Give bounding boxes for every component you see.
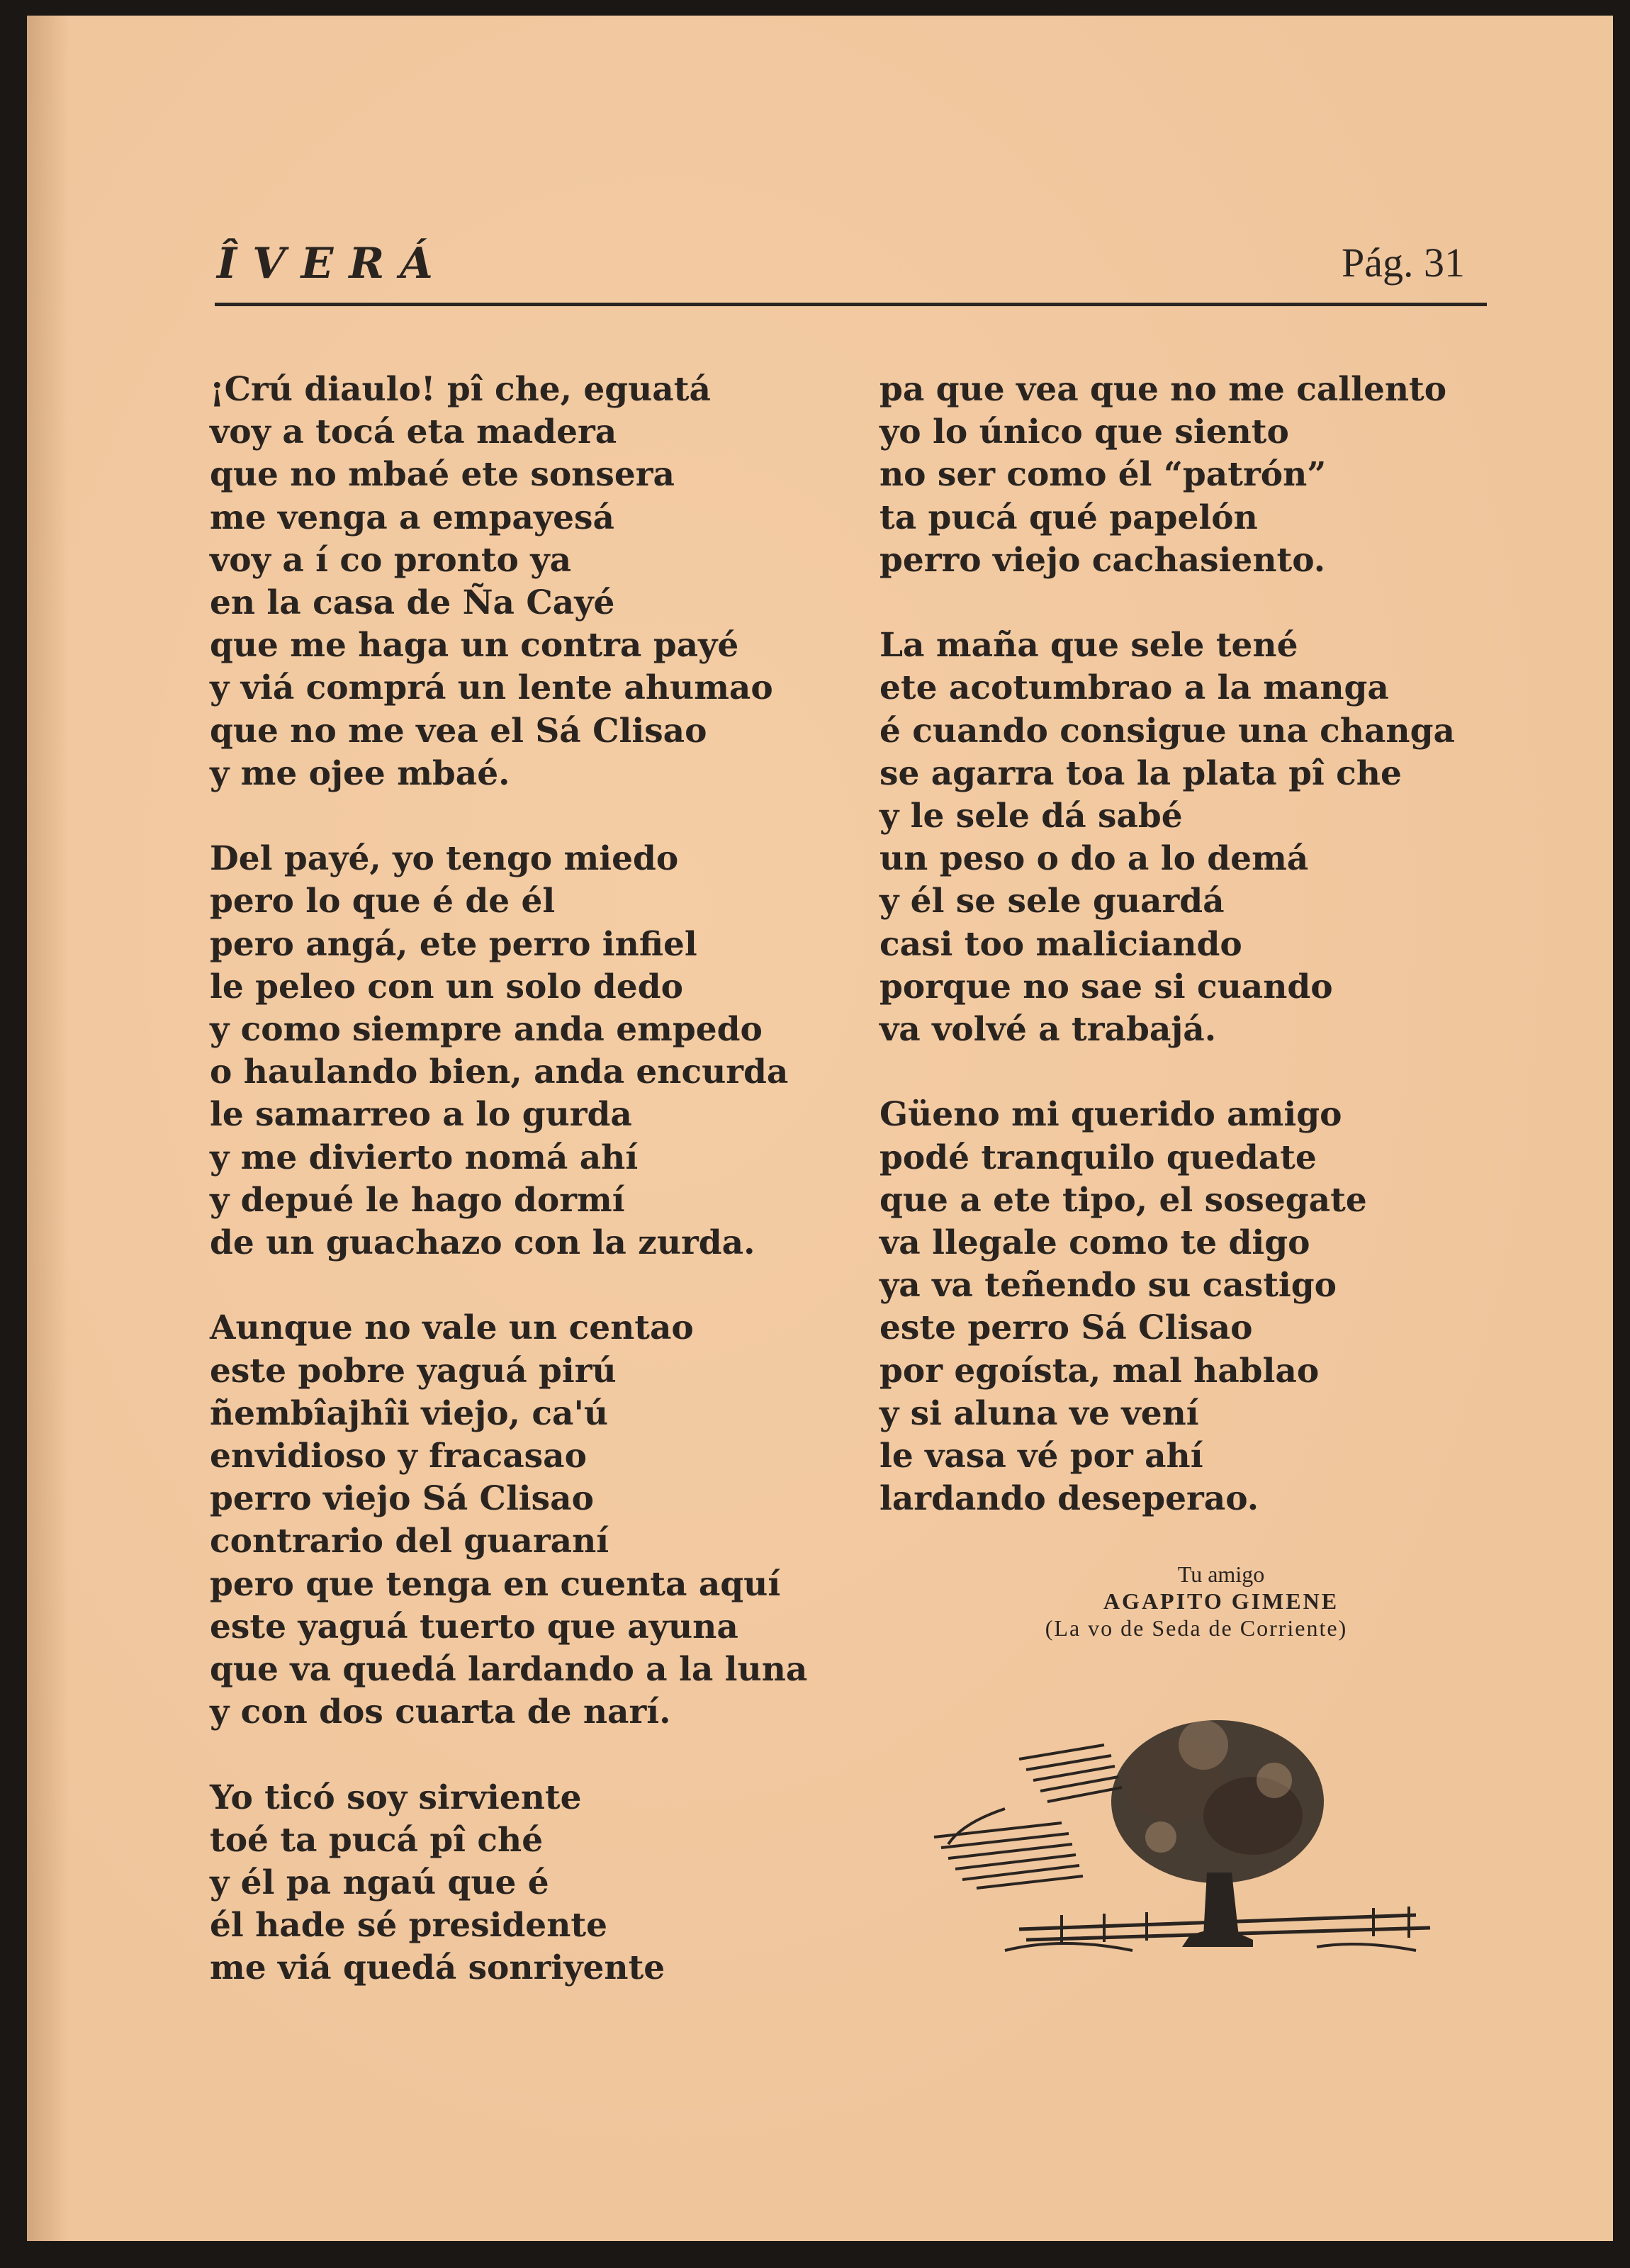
verse-line: un peso o do a lo demá bbox=[879, 839, 1309, 879]
stanza bbox=[210, 1307, 807, 1734]
verse-line: que no mbaé ete sonsera bbox=[210, 455, 675, 495]
verse-line: pa que vea que no me callento bbox=[879, 370, 1447, 409]
signature-note: (La vo de Seda de Corriente) bbox=[1045, 1615, 1348, 1641]
verse-line: le peleo con un solo dedo bbox=[210, 967, 683, 1006]
publication-title: ÎVERÁ bbox=[217, 239, 449, 288]
tree-illustration bbox=[920, 1702, 1458, 1986]
verse-line: pero angá, ete perro infiel bbox=[210, 924, 697, 964]
verse-line: me viá quedá sonriyente bbox=[210, 1948, 665, 1988]
stanza bbox=[210, 1777, 807, 1990]
verse-line: y si aluna ve vení bbox=[879, 1393, 1199, 1433]
page-number: Pág. 31 bbox=[1342, 240, 1465, 286]
stanza bbox=[879, 1094, 1455, 1520]
magazine-page bbox=[27, 16, 1613, 2241]
verse-line: no ser como él “patrón” bbox=[879, 455, 1327, 495]
verse-line: este perro Sá Clisao bbox=[879, 1308, 1253, 1348]
verse-line: y con dos cuarta de narí. bbox=[210, 1692, 671, 1732]
verse-line: se agarra toa la plata pî che bbox=[879, 753, 1402, 793]
verse-line: pero que tenga en cuenta aquí bbox=[210, 1564, 781, 1604]
verse-line: por egoísta, mal hablao bbox=[879, 1351, 1320, 1391]
verse-line: este yaguá tuerto que ayuna bbox=[210, 1607, 738, 1646]
verse-line: ta pucá qué papelón bbox=[879, 498, 1258, 537]
verse-line: ete acotumbrao a la manga bbox=[879, 668, 1389, 708]
verse-line: ñembîajhîi viejo, ca'ú bbox=[210, 1393, 609, 1433]
verse-line: toé ta pucá pî ché bbox=[210, 1820, 544, 1860]
verse-line: contrario del guaraní bbox=[210, 1522, 609, 1561]
verse-line: él hade sé presidente bbox=[210, 1906, 607, 1946]
verse-line: este pobre yaguá pirú bbox=[210, 1351, 617, 1391]
verse-line: ¡Crú diaulo! pî che, eguatá bbox=[210, 370, 711, 409]
verse-line: yo lo único que siento bbox=[879, 412, 1289, 452]
poem-right-column bbox=[879, 369, 1455, 1564]
verse-line: voy a tocá eta madera bbox=[210, 412, 617, 452]
verse-line: perro viejo Sá Clisao bbox=[210, 1479, 594, 1519]
verse-line: que a ete tipo, el sosegate bbox=[879, 1180, 1367, 1220]
signature-name: AGAPITO GIMENE bbox=[1103, 1588, 1339, 1614]
signature-block bbox=[969, 1561, 1423, 1641]
stanza bbox=[210, 838, 807, 1264]
verse-line: casi too maliciando bbox=[879, 924, 1242, 964]
signature-greeting: Tu amigo bbox=[1177, 1561, 1265, 1587]
poem-left-column bbox=[210, 369, 807, 2033]
verse-line: va llegale como te digo bbox=[879, 1223, 1310, 1263]
verse-line: podé tranquilo quedate bbox=[879, 1138, 1317, 1177]
verse-line: y me divierto nomá ahí bbox=[210, 1138, 639, 1177]
verse-line: y me ojee mbaé. bbox=[210, 753, 510, 793]
stanza bbox=[879, 624, 1455, 1051]
verse-line: que me haga un contra payé bbox=[210, 626, 739, 666]
verse-line: é cuando consigue una changa bbox=[879, 711, 1455, 751]
stanza bbox=[210, 369, 807, 795]
verse-line: y él pa ngaú que é bbox=[210, 1863, 549, 1903]
verse-line: que va quedá lardando a la luna bbox=[210, 1650, 808, 1690]
verse-line: y viá comprá un lente ahumao bbox=[210, 668, 773, 708]
verse-line: Yo ticó soy sirviente bbox=[210, 1778, 582, 1817]
verse-line: y él se sele guardá bbox=[879, 882, 1225, 921]
verse-line: lardando deseperao. bbox=[879, 1479, 1259, 1519]
verse-line: envidioso y fracasao bbox=[210, 1437, 587, 1476]
verse-line: y le sele dá sabé bbox=[879, 797, 1183, 836]
verse-line: porque no sae si cuando bbox=[879, 967, 1333, 1006]
verse-line: pero lo que é de él bbox=[210, 882, 556, 921]
verse-line: que no me vea el Sá Clisao bbox=[210, 711, 707, 751]
verse-line: va volvé a trabajá. bbox=[879, 1010, 1217, 1050]
verse-line: le vasa vé por ahí bbox=[879, 1437, 1203, 1476]
verse-line: Güeno mi querido amigo bbox=[879, 1095, 1342, 1135]
verse-line: La maña que sele tené bbox=[879, 626, 1298, 666]
stanza bbox=[879, 369, 1455, 582]
verse-line: me venga a empayesá bbox=[210, 498, 614, 537]
verse-line: en la casa de Ña Cayé bbox=[210, 583, 615, 623]
verse-line: o haulando bien, anda encurda bbox=[210, 1052, 789, 1092]
header-rule bbox=[215, 303, 1487, 306]
verse-line: Del payé, yo tengo miedo bbox=[210, 839, 679, 879]
verse-line: y depué le hago dormí bbox=[210, 1180, 625, 1220]
verse-line: ya va teñendo su castigo bbox=[879, 1266, 1337, 1306]
verse-line: y como siempre anda empedo bbox=[210, 1010, 763, 1050]
verse-line: de un guachazo con la zurda. bbox=[210, 1223, 755, 1263]
verse-line: voy a í co pronto ya bbox=[210, 540, 572, 580]
verse-line: le samarreo a lo gurda bbox=[210, 1095, 632, 1135]
verse-line: Aunque no vale un centao bbox=[210, 1308, 694, 1348]
verse-line: perro viejo cachasiento. bbox=[879, 540, 1326, 580]
